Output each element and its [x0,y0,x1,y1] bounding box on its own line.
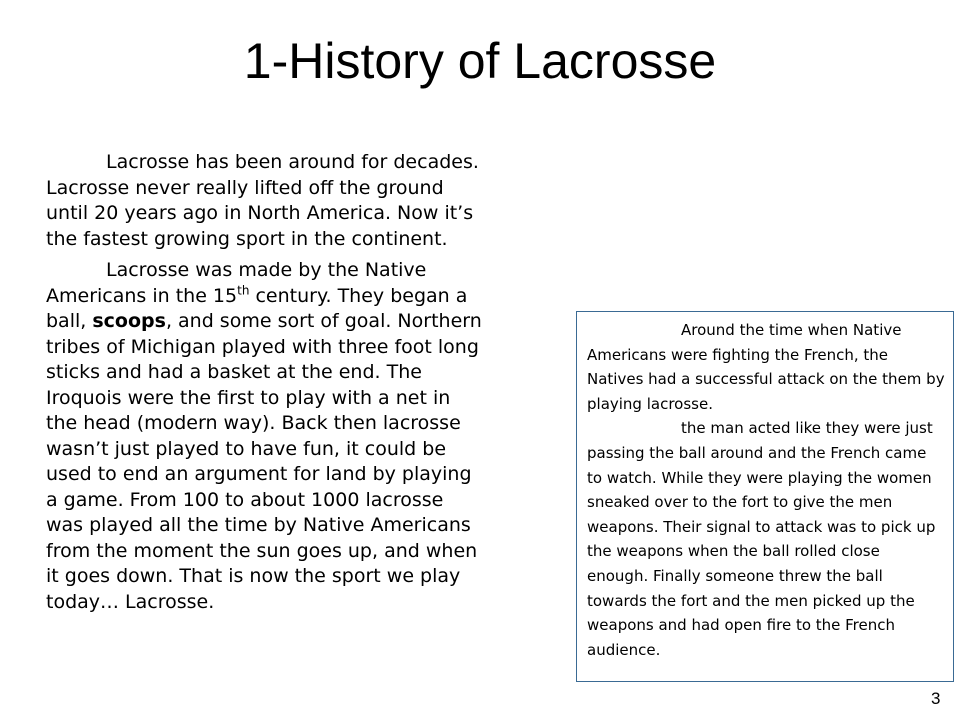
main-text-body [46,150,482,621]
sidebar-paragraph-1: Around the time when Native Americans were fighting the French, the Natives had a successful attack on the them by playing lacrosse. [587,321,945,413]
ordinal-superscript: th [237,283,250,298]
paragraph-2-part-a: Lacrosse was made by the Native Americans in the 15 [46,259,427,307]
page-number: 3 [931,689,941,708]
sidebar-paragraph-2: the man acted like they were just passing the ball around and the French came to watch. While they were playing the women sneaked over to the fort to give the men weapons. Their signal to attack was to pick up the weapons when the ball rolled close enough. Finally someone threw the ball towards the fort and the men picked up the weapons and had open fire to the French audience. [587,419,936,659]
bold-term-scoops: scoops [92,310,166,332]
main-paragraph-2 [46,258,482,615]
sidebar-text-box [576,311,954,682]
paragraph-2-part-c: , and some sort of goal. Northern tribes of Michigan played with three foot long sticks and had a basket at the end. The Iroquois were the first to play with a net in the head (modern way). Back then lacrosse wasn’t just played to have fun, it could be used to end an argument for land by playing a game. From 100 to about 1000 lacrosse was played all the time by Native Americans from the moment the sun goes up, and when it goes down. That is now the sport we play today… Lacrosse. [46,310,482,613]
paragraph-2-part-b: century. They began a ball, [46,284,468,332]
main-paragraph-1: Lacrosse has been around for decades. Lacrosse never really lifted off the ground until 20 years ago in North America. Now it’s the fastest growing sport in the continent. [46,151,479,250]
page-title: 1-History of Lacrosse [243,33,717,89]
